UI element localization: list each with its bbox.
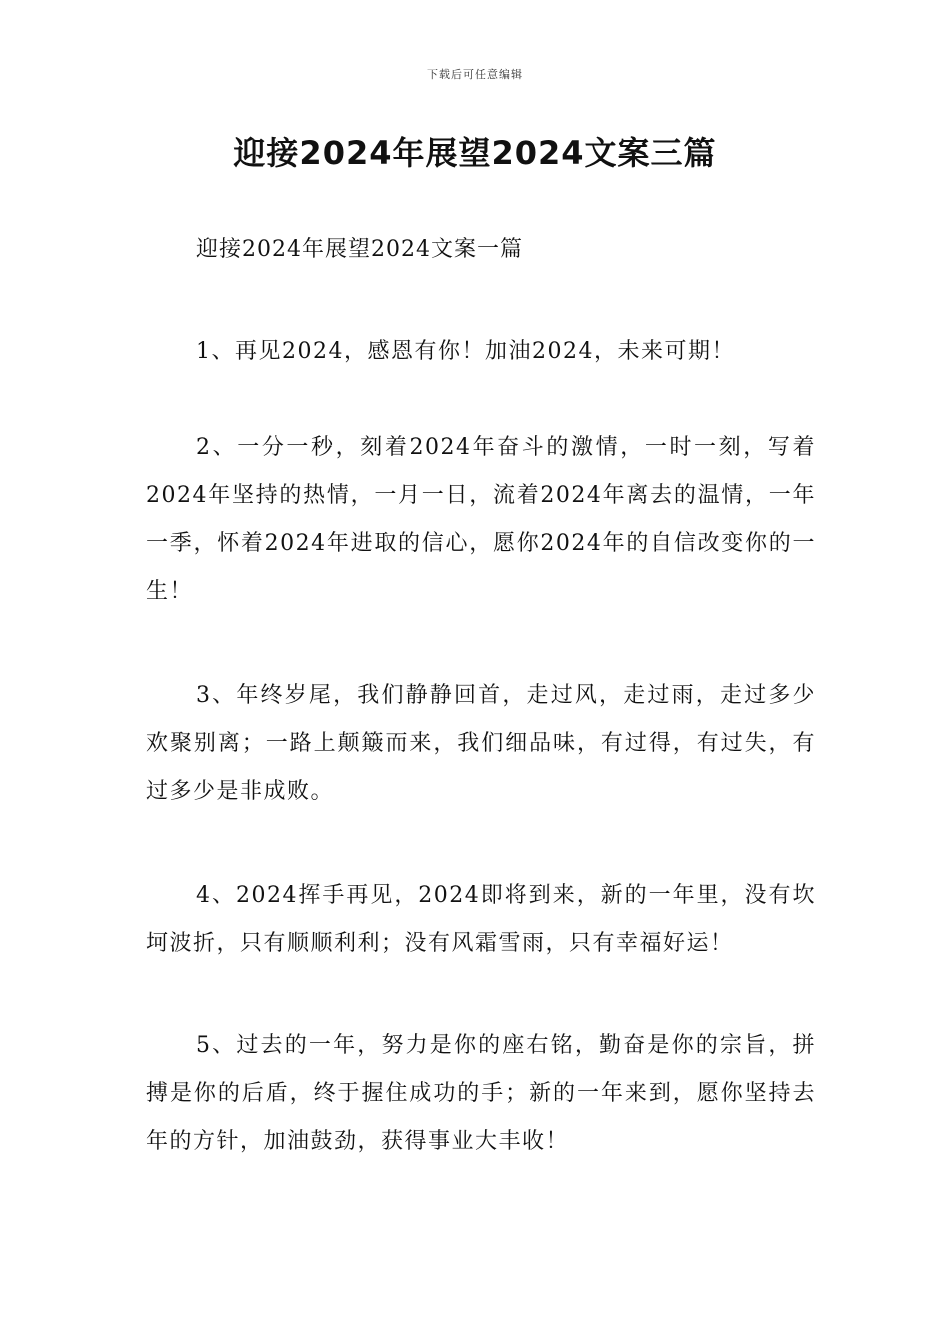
paragraph-5: 5、过去的一年，努力是你的座右铭，勤奋是你的宗旨，拼搏是你的后盾，终于握住成功的手；新的一年来到，愿你坚持去年的方针，加油鼓劲，获得事业大丰收！ [146, 1033, 816, 1154]
section-title: 迎接2024年展望2024文案一篇 [196, 237, 523, 262]
header-note: 下载后可任意编辑 [427, 68, 523, 81]
paragraph-2: 2、一分一秒，刻着2024年奋斗的激情，一时一刻，写着2024年坚持的热情，一月一日，流着2024年离去的温情，一年一季，怀着2024年进取的信心，愿你2024年的自信改变你的一生！ [146, 435, 816, 604]
paragraph-4: 4、2024挥手再见，2024即将到来，新的一年里，没有坎坷波折，只有顺顺利利；没有风霜雪雨，只有幸福好运！ [146, 883, 816, 956]
document-title: 迎接2024年展望2024文案三篇 [233, 134, 717, 172]
paragraph-1: 1、再见2024，感恩有你！加油2024，未来可期！ [196, 339, 735, 364]
paragraph-3: 3、年终岁尾，我们静静回首，走过风，走过雨，走过多少欢聚别离；一路上颠簸而来，我们细品味，有过得，有过失，有过多少是非成败。 [146, 683, 816, 804]
